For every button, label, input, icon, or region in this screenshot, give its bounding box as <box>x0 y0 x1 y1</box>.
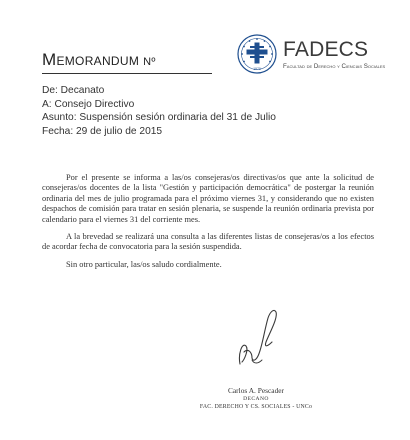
memo-title-text: Memorandum <box>42 50 140 69</box>
signer-block <box>180 386 332 411</box>
title-underline <box>42 73 212 74</box>
memo-body <box>42 173 374 277</box>
memo-title <box>42 50 156 70</box>
body-paragraph-3: Sin otro particular, las/os saludo cordialmente. <box>66 259 222 269</box>
handwritten-signature <box>222 302 292 374</box>
signer-role: DECANO <box>243 396 269 402</box>
seal-year: 1970 <box>253 67 261 71</box>
faculty-seal-icon <box>237 34 277 74</box>
memo-header <box>42 84 276 138</box>
to-line: A: Consejo Directivo <box>42 98 135 110</box>
memo-number-label: Nº <box>143 56 156 68</box>
signer-name: Carlos A. Pescader <box>227 386 285 395</box>
fadecs-logo <box>237 34 387 78</box>
brand-subtitle: Facultad de Derecho y Ciencias Sociales <box>283 63 386 70</box>
subject-line: Asunto: Suspensión sesión ordinaria del 31 de Julio <box>42 112 276 124</box>
brand-name: FADECS <box>283 38 369 61</box>
body-paragraph-1: Por el presente se informa a las/os consejeras/os directivas/os que ante la solicitud de consejeras/os docentes de la lista "Gestión y participación democrática" de postergar la reunión ordinaria del mes de julio programada para el próximo viernes 31, y considerando que no existen despachos de comisión para tratar en sesión plenaria, se suspende la reunión ordinaria prevista por calendario para el viernes 31 del corriente mes. <box>42 173 374 224</box>
from-line: De: Decanato <box>42 85 105 96</box>
date-line: Fecha: 29 de julio de 2015 <box>42 125 163 137</box>
body-paragraph-2: A la brevedad se realizará una consulta a las diferentes listas de consejeras/os a los efectos de acordar fecha de convocatoria para la sesión suspendida. <box>42 232 374 252</box>
signer-faculty: FAC. DERECHO Y CS. SOCIALES - UNCo <box>199 404 313 410</box>
